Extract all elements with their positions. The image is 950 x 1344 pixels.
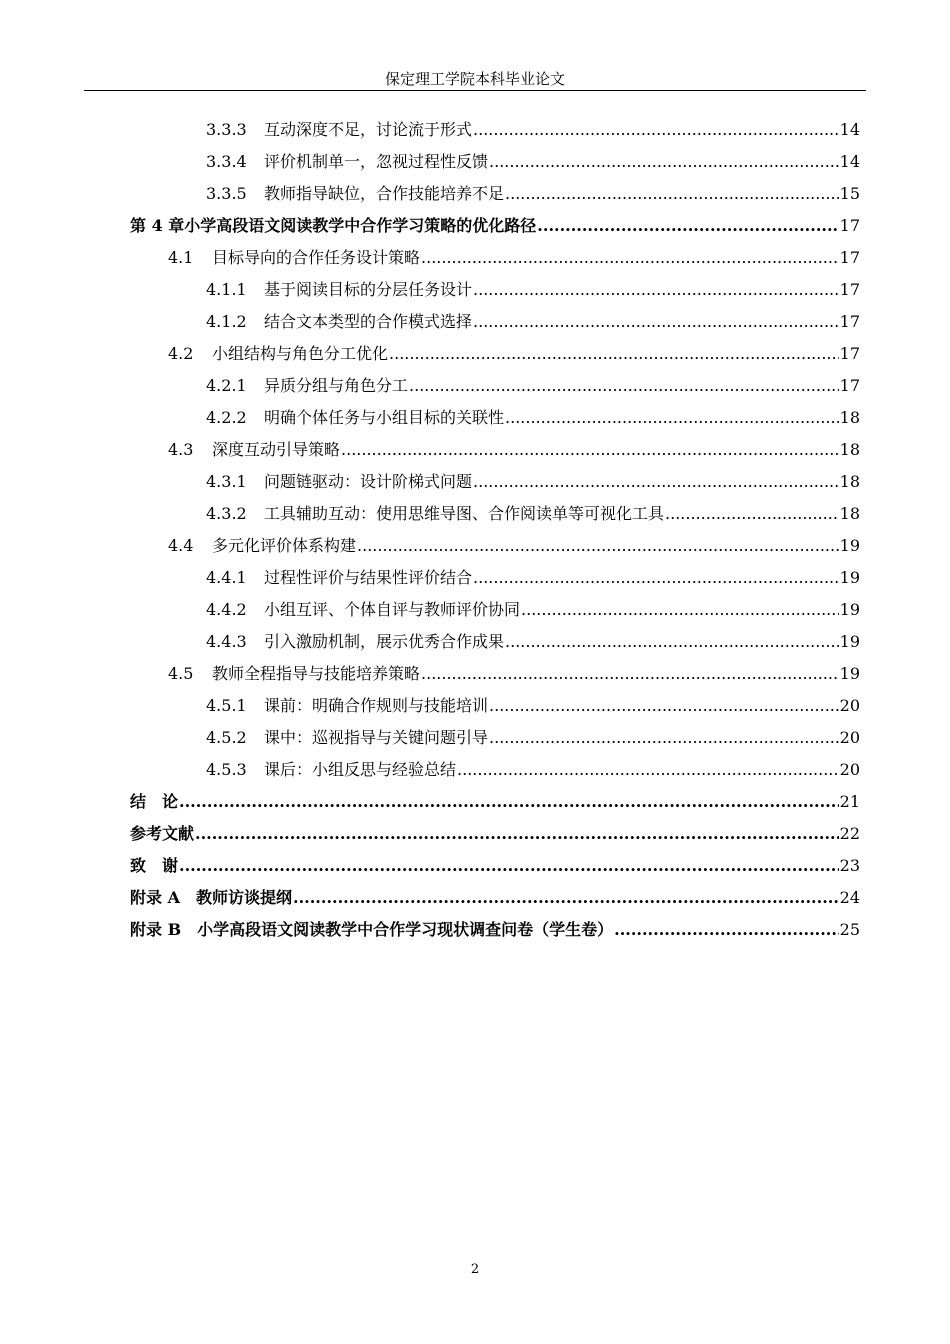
toc-entry-number: 3.3.4	[206, 152, 247, 171]
toc-entry-title: 明确个体任务与小组目标的关联性	[264, 408, 505, 427]
toc-entry-number: 3.3.5	[206, 184, 247, 203]
toc-entry[interactable]	[206, 596, 860, 628]
toc-entry-title: 小学高段语文阅读教学中合作学习现状调查问卷（学生卷）	[197, 920, 614, 939]
toc-entry-number: 4.4.2	[206, 600, 247, 619]
toc-entry-title: 课中：巡视指导与关键问题引导	[264, 728, 489, 747]
toc-entry-page: 19	[839, 664, 860, 683]
toc-entry-title: 异质分组与角色分工	[264, 376, 409, 395]
toc-entry-page: 18	[839, 504, 860, 523]
toc-entry[interactable]	[206, 116, 860, 148]
toc-entry-page: 19	[839, 568, 860, 587]
toc-entry-page: 17	[839, 376, 860, 395]
toc-entry-number: 4.2.2	[206, 408, 247, 427]
toc-entry[interactable]	[168, 532, 860, 564]
toc-entry-title: 目标导向的合作任务设计策略	[212, 248, 421, 267]
toc-entry-title: 结 论	[130, 792, 179, 811]
toc-entry-title: 多元化评价体系构建	[212, 536, 357, 555]
toc-entry-page: 25	[839, 920, 860, 939]
toc-entry[interactable]	[168, 340, 860, 372]
toc-entry-page: 14	[839, 120, 860, 139]
toc-entry-title: 引入激励机制，展示优秀合作成果	[264, 632, 505, 651]
toc-entry-page: 17	[839, 312, 860, 331]
toc-dot-leader	[341, 436, 839, 464]
toc-entry-number: 4.1.1	[206, 280, 247, 299]
toc-entry-page: 17	[839, 280, 860, 299]
toc-dot-leader	[421, 244, 839, 272]
toc-entry-page: 20	[839, 760, 860, 779]
toc-entry-title: 教师访谈提纲	[196, 888, 293, 907]
toc-entry[interactable]	[206, 692, 860, 724]
toc-entry[interactable]	[206, 372, 860, 404]
toc-entry-title: 课前：明确合作规则与技能培训	[264, 696, 489, 715]
toc-entry[interactable]	[130, 788, 860, 820]
toc-dot-leader	[489, 148, 839, 176]
toc-dot-leader	[473, 564, 839, 592]
toc-dot-leader	[179, 788, 839, 816]
toc-entry-number: 4.2	[168, 344, 194, 363]
toc-entry[interactable]	[168, 244, 860, 276]
toc-entry-number: 4.5.3	[206, 760, 247, 779]
toc-entry-title: 小组互评、个体自评与教师评价协同	[264, 600, 521, 619]
toc-entry[interactable]	[206, 180, 860, 212]
page-number: 2	[470, 1262, 480, 1277]
toc-entry[interactable]	[206, 468, 860, 500]
toc-entry-page: 20	[839, 728, 860, 747]
toc-entry-title: 互动深度不足，讨论流于形式	[264, 120, 473, 139]
toc-entry[interactable]	[130, 820, 860, 852]
toc-dot-leader	[505, 404, 839, 432]
toc-entry-title: 基于阅读目标的分层任务设计	[264, 280, 473, 299]
toc-entry[interactable]	[168, 436, 860, 468]
toc-dot-leader	[421, 660, 839, 688]
toc-dot-leader	[179, 852, 839, 880]
toc-entry-title: 参考文献	[130, 824, 195, 843]
toc-entry-page: 15	[839, 184, 860, 203]
toc-entry-page: 18	[839, 472, 860, 491]
toc-entry-title: 问题链驱动：设计阶梯式问题	[264, 472, 473, 491]
toc-entry-title: 深度互动引导策略	[212, 440, 341, 459]
toc-entry[interactable]	[130, 916, 860, 948]
toc-dot-leader	[537, 212, 838, 240]
toc-entry-number: 4.4	[168, 536, 194, 555]
toc-entry-title: 课后：小组反思与经验总结	[264, 760, 457, 779]
toc-entry-number: 4.1	[168, 248, 194, 267]
toc-entry-number: 4.5.1	[206, 696, 247, 715]
toc-entry[interactable]	[206, 308, 860, 340]
toc-entry[interactable]	[130, 212, 860, 244]
toc-entry-number: 4.5.2	[206, 728, 247, 747]
toc-dot-leader	[489, 692, 839, 720]
toc-entry-title: 致 谢	[130, 856, 179, 875]
toc-entry-title: 小组结构与角色分工优化	[212, 344, 389, 363]
toc-entry-page: 17	[839, 248, 860, 267]
toc-entry[interactable]	[130, 852, 860, 884]
toc-entry-page: 21	[839, 792, 860, 811]
toc-dot-leader	[473, 308, 839, 336]
toc-entry-number: 4.4.1	[206, 568, 247, 587]
toc-dot-leader	[521, 596, 839, 624]
toc-dot-leader	[409, 372, 839, 400]
toc-dot-leader	[195, 820, 839, 848]
toc-dot-leader	[665, 500, 839, 528]
toc-entry[interactable]	[130, 884, 860, 916]
toc-entry[interactable]	[206, 724, 860, 756]
toc-entry-page: 19	[839, 600, 860, 619]
toc-dot-leader	[473, 116, 839, 144]
toc-entry-title: 小学高段语文阅读教学中合作学习策略的优化路径	[184, 216, 537, 235]
toc-entry-page: 17	[839, 216, 860, 235]
toc-dot-leader	[293, 884, 839, 912]
toc-entry-page: 18	[839, 408, 860, 427]
toc-dot-leader	[457, 756, 839, 784]
toc-entry-number: 第 4 章	[130, 216, 185, 235]
toc-entry[interactable]	[168, 660, 860, 692]
toc-entry-title: 评价机制单一，忽视过程性反馈	[264, 152, 489, 171]
page-header: 保定理工学院本科毕业论文	[384, 70, 565, 88]
toc-entry-number: 4.3.1	[206, 472, 247, 491]
toc-entry[interactable]	[206, 500, 860, 532]
toc-dot-leader	[614, 916, 839, 944]
toc-dot-leader	[357, 532, 839, 560]
toc-entry-title: 教师全程指导与技能培养策略	[212, 664, 421, 683]
toc-entry-page: 23	[839, 856, 860, 875]
toc-entry[interactable]	[206, 148, 860, 180]
toc-dot-leader	[505, 180, 839, 208]
toc-entry-number: 3.3.3	[206, 120, 247, 139]
toc-entry-page: 19	[839, 536, 860, 555]
toc-entry-title: 结合文本类型的合作模式选择	[264, 312, 473, 331]
toc-entry-number: 附录 A	[130, 888, 196, 907]
toc-entry[interactable]	[206, 628, 860, 660]
toc-entry-page: 14	[839, 152, 860, 171]
toc-dot-leader	[473, 276, 839, 304]
toc-entry-number: 4.3.2	[206, 504, 247, 523]
toc-entry-number: 4.3	[168, 440, 194, 459]
toc-entry-page: 20	[839, 696, 860, 715]
toc-entry[interactable]	[206, 276, 860, 308]
toc-dot-leader	[389, 340, 839, 368]
toc-entry[interactable]	[206, 564, 860, 596]
header-rule	[84, 90, 866, 91]
toc-entry-number: 4.5	[168, 664, 194, 683]
toc-dot-leader	[489, 724, 839, 752]
toc-entry-title: 过程性评价与结果性评价结合	[264, 568, 473, 587]
toc-entry-number: 4.4.3	[206, 632, 247, 651]
toc-dot-leader	[473, 468, 839, 496]
toc-entry[interactable]	[206, 404, 860, 436]
toc-entry-page: 24	[839, 888, 860, 907]
toc-entry-title: 工具辅助互动：使用思维导图、合作阅读单等可视化工具	[264, 504, 665, 523]
toc-entry-page: 17	[839, 344, 860, 363]
toc-entry-page: 18	[839, 440, 860, 459]
toc-entry-number: 4.1.2	[206, 312, 247, 331]
toc-entry-page: 19	[839, 632, 860, 651]
toc-dot-leader	[505, 628, 839, 656]
toc-entry-page: 22	[839, 824, 860, 843]
toc-entry-number: 4.2.1	[206, 376, 247, 395]
toc-entry-number: 附录 B	[130, 920, 198, 939]
toc-entry[interactable]	[206, 756, 860, 788]
toc-entry-title: 教师指导缺位，合作技能培养不足	[264, 184, 505, 203]
